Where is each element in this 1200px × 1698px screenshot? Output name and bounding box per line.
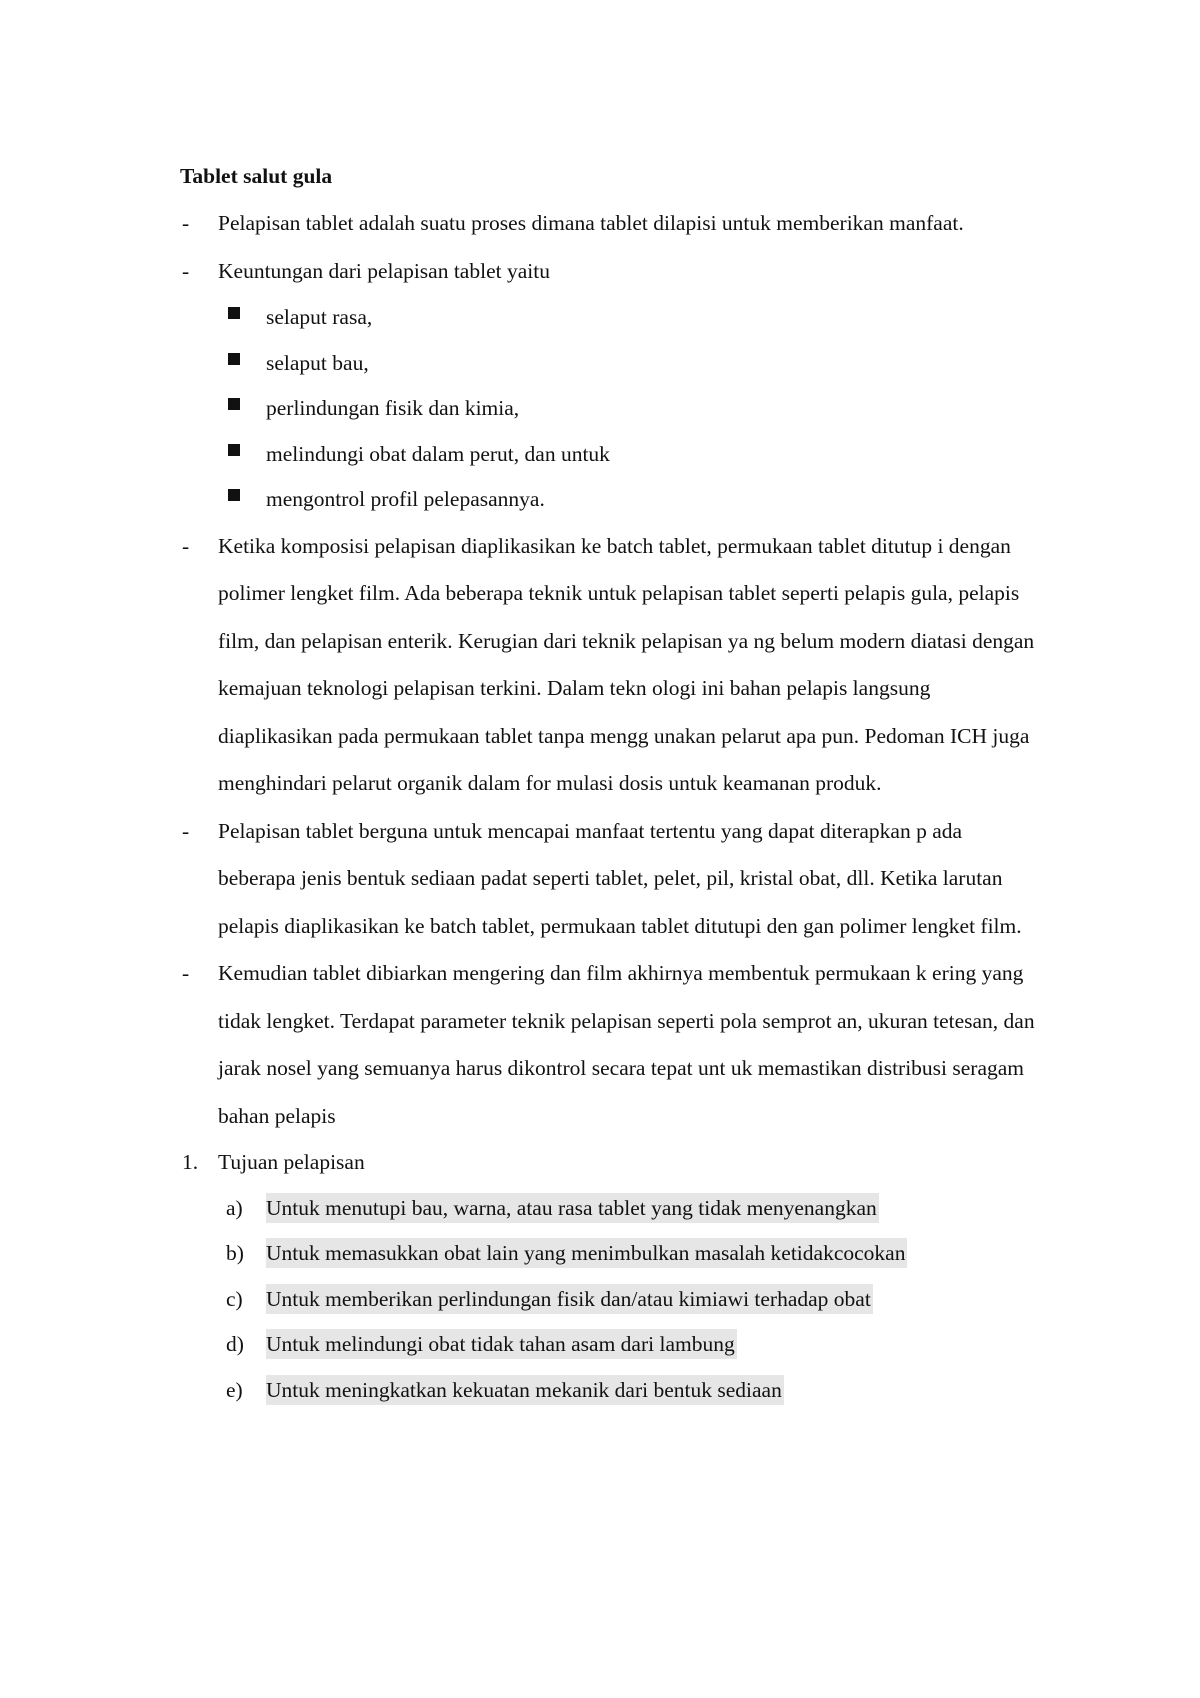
purpose-item — [180, 1368, 1040, 1414]
purpose-text: Untuk memberikan perlindungan fisik dan/atau kimiawi terhadap obat — [266, 1284, 873, 1314]
section-heading — [180, 1140, 1040, 1186]
dash-item-3 — [180, 523, 1040, 808]
purpose-text: Untuk meningkatkan kekuatan mekanik dari bentuk sediaan — [266, 1375, 784, 1405]
document-title: Tablet salut gula — [180, 164, 333, 188]
square-bullet-icon — [228, 353, 240, 365]
square-bullet-icon — [228, 444, 240, 456]
dash-marker: - — [182, 533, 190, 558]
square-bullet-icon — [228, 398, 240, 410]
benefit-text: selaput rasa, — [266, 305, 373, 329]
benefit-text: melindungi obat dalam perut, dan untuk — [266, 441, 610, 466]
dash-marker: - — [182, 211, 190, 235]
benefit-item — [180, 432, 1040, 478]
purpose-item — [180, 1322, 1040, 1368]
dash-item-1 — [180, 200, 1040, 248]
paragraph-text: Pelapisan tablet adalah suatu proses dimana tablet dilapisi untuk memberikan manfaat. — [218, 211, 964, 235]
purpose-text: Untuk melindungi obat tidak tahan asam dari lambung — [266, 1329, 737, 1359]
benefit-item — [180, 477, 1040, 523]
purpose-item — [180, 1277, 1040, 1323]
purpose-text: Untuk menutupi bau, warna, atau rasa tablet yang tidak menyenangkan — [266, 1193, 879, 1223]
dash-item-2 — [180, 248, 1040, 296]
purpose-item — [180, 1231, 1040, 1277]
purpose-marker: b) — [226, 1241, 244, 1265]
paragraph-text: Ketika komposisi pelapisan diaplikasikan ke batch tablet, permukaan tablet ditutup i dengan polimer lengket film. Ada beberapa teknik untuk pelapisan tablet seperti pelapis gula, pelapis film, dan pelapisan enterik. Kerugian dari teknik pelapisan ya ng belum modern diatasi dengan kemajuan teknologi pelapisan terkini. Dalam tekn ologi ini bahan pelapis langsung diaplikasikan pada permukaan tablet tanpa mengg unakan pelarut apa pun. Pedoman ICH juga menghindari pelarut organik dalam for mulasi dosis untuk keamanan produk. — [218, 533, 1035, 795]
benefit-item — [180, 341, 1040, 387]
benefit-text: perlindungan fisik dan kimia, — [266, 396, 520, 420]
benefit-item — [180, 386, 1040, 432]
purpose-marker: c) — [226, 1286, 243, 1311]
square-bullet-icon — [228, 489, 240, 501]
benefit-text: selaput bau, — [266, 350, 369, 375]
purpose-marker: d) — [226, 1332, 244, 1356]
dash-item-5 — [180, 950, 1040, 1140]
purpose-item — [180, 1186, 1040, 1232]
purpose-text: Untuk memasukkan obat lain yang menimbulkan masalah ketidakcocokan — [266, 1238, 907, 1268]
dash-marker: - — [182, 818, 190, 843]
purpose-marker: a) — [226, 1195, 243, 1220]
paragraph-text: Keuntungan dari pelapisan tablet yaitu — [218, 258, 550, 283]
purpose-marker: e) — [226, 1377, 243, 1402]
document-page — [180, 160, 1040, 1413]
dash-marker: - — [182, 961, 190, 985]
section-heading-text: Tujuan pelapisan — [218, 1150, 365, 1174]
section-number: 1. — [182, 1150, 199, 1174]
benefit-text: mengontrol profil pelepasannya. — [266, 487, 545, 511]
paragraph-text: Kemudian tablet dibiarkan mengering dan film akhirnya membentuk permukaan k ering yang tidak lengket. Terdapat parameter teknik pelapisan seperti pola semprot an, ukuran tetesan, dan jarak nosel yang semuanya harus dikontrol secara tepat unt uk memastikan distribusi seragam bahan pelapis — [218, 961, 1035, 1128]
benefit-item — [180, 295, 1040, 341]
dash-marker: - — [182, 258, 190, 283]
square-bullet-icon — [228, 307, 240, 319]
paragraph-text: Pelapisan tablet berguna untuk mencapai manfaat tertentu yang dapat diterapkan p ada beberapa jenis bentuk sediaan padat seperti tablet, pelet, pil, kristal obat, dll. Ketika larutan pelapis diaplikasikan ke batch tablet, permukaan tablet ditutupi den gan polimer lengket film. — [218, 818, 1022, 938]
dash-item-4 — [180, 808, 1040, 951]
